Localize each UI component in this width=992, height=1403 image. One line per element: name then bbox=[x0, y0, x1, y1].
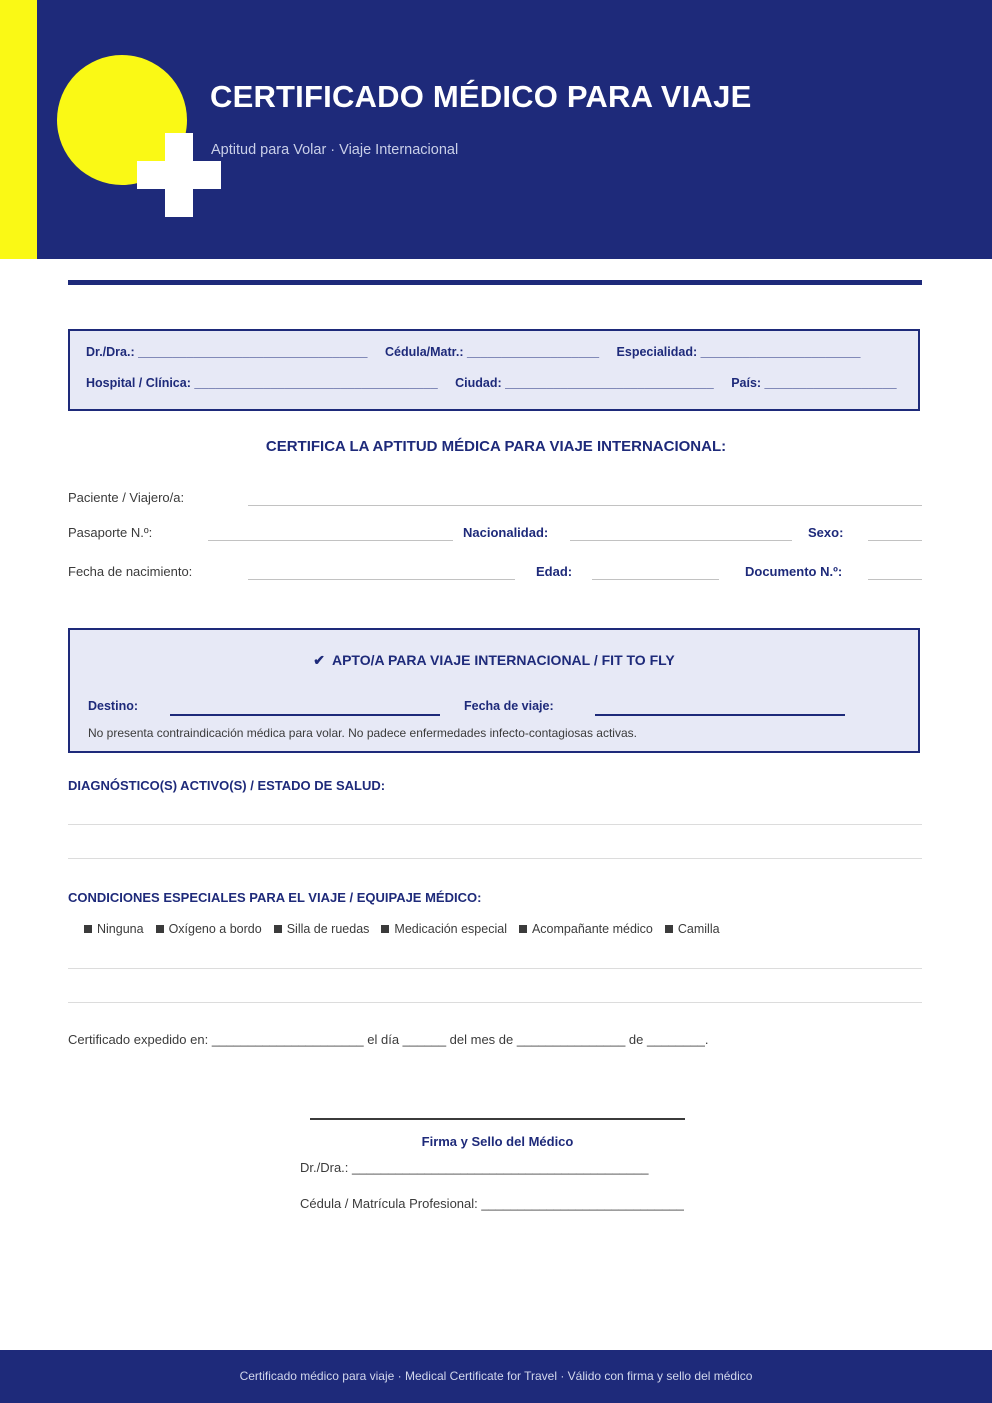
hospital-field[interactable]: Hospital / Clínica: ___________________________________ bbox=[86, 376, 438, 390]
diagnosis-line-2[interactable] bbox=[68, 858, 922, 859]
condition-option-oxigeno[interactable] bbox=[156, 922, 262, 936]
condition-option-camilla[interactable] bbox=[665, 922, 720, 936]
conditions-line-2[interactable] bbox=[68, 1002, 922, 1003]
checkbox-icon[interactable] bbox=[381, 925, 389, 933]
nationality-label: Nacionalidad: bbox=[463, 525, 549, 540]
signature-doctor-field[interactable]: Dr./Dra.: _________________________________________ bbox=[300, 1160, 649, 1175]
conditions-line-1[interactable] bbox=[68, 968, 922, 969]
document-header bbox=[0, 0, 992, 259]
condition-label: Silla de ruedas bbox=[286, 922, 370, 936]
doctor-info-row-2 bbox=[86, 376, 911, 390]
fit-to-fly-title-text: APTO/A PARA VIAJE INTERNACIONAL / FIT TO FLY bbox=[331, 652, 675, 668]
nationality-input[interactable] bbox=[570, 540, 792, 541]
patient-name-input[interactable] bbox=[248, 505, 922, 506]
checkbox-icon[interactable] bbox=[84, 925, 92, 933]
diagnosis-line-1[interactable] bbox=[68, 824, 922, 825]
travel-date-label: Fecha de viaje: bbox=[464, 699, 554, 713]
passport-input[interactable] bbox=[208, 540, 453, 541]
country-field[interactable]: País: ___________________ bbox=[731, 376, 897, 390]
signature-license-field[interactable]: Cédula / Matrícula Profesional: ____________________________ bbox=[300, 1196, 684, 1211]
city-field[interactable]: Ciudad: ______________________________ bbox=[455, 376, 714, 390]
footer-text: Certificado médico para viaje · Medical Certificate for Travel · Válido con firma y sello del médico bbox=[239, 1369, 753, 1383]
document-label: Documento N.º: bbox=[745, 564, 843, 579]
condition-option-ninguna[interactable] bbox=[84, 922, 144, 936]
expedition-line[interactable]: Certificado expedido en: _____________________ el día ______ del mes de _______________ de ________. bbox=[68, 1032, 709, 1047]
signature-line[interactable] bbox=[310, 1118, 685, 1120]
doctor-license-field[interactable]: Cédula/Matr.: ___________________ bbox=[385, 345, 600, 359]
checkbox-icon[interactable] bbox=[665, 925, 673, 933]
accent-divider bbox=[68, 280, 922, 285]
doctor-name-field[interactable]: Dr./Dra.: _________________________________ bbox=[86, 345, 368, 359]
document-input[interactable] bbox=[868, 579, 922, 580]
document-footer bbox=[0, 1350, 992, 1403]
page-subtitle: Aptitud para Volar · Viaje Internacional bbox=[211, 142, 459, 158]
destination-input[interactable] bbox=[170, 714, 440, 716]
condition-label: Camilla bbox=[677, 922, 720, 936]
doctor-specialty-field[interactable]: Especialidad: _______________________ bbox=[616, 345, 861, 359]
patient-name-label: Paciente / Viajero/a: bbox=[68, 490, 185, 505]
birthdate-label: Fecha de nacimiento: bbox=[68, 564, 193, 579]
condition-label: Oxígeno a bordo bbox=[168, 922, 262, 936]
travel-date-input[interactable] bbox=[595, 714, 845, 716]
header-accent-stripe bbox=[0, 0, 37, 259]
condition-option-medicacion[interactable] bbox=[381, 922, 507, 936]
certification-title: CERTIFICA LA APTITUD MÉDICA PARA VIAJE INTERNACIONAL: bbox=[265, 438, 727, 455]
fit-to-fly-title bbox=[70, 652, 918, 669]
checkbox-icon[interactable] bbox=[274, 925, 282, 933]
age-input[interactable] bbox=[592, 579, 719, 580]
condition-label: Ninguna bbox=[97, 922, 144, 936]
fit-to-fly-box bbox=[68, 628, 920, 753]
checkbox-icon[interactable] bbox=[156, 925, 164, 933]
destination-label: Destino: bbox=[88, 699, 138, 713]
conditions-heading: CONDICIONES ESPECIALES PARA EL VIAJE / EQUIPAJE MÉDICO: bbox=[68, 890, 482, 905]
check-icon: ✔ bbox=[313, 652, 325, 668]
condition-option-silla-de-ruedas[interactable] bbox=[274, 922, 370, 936]
passport-label: Pasaporte N.º: bbox=[68, 525, 153, 540]
page-title: CERTIFICADO MÉDICO PARA VIAJE bbox=[210, 79, 752, 114]
doctor-info-row-1 bbox=[86, 345, 874, 359]
signature-caption: Firma y Sello del Médico bbox=[421, 1134, 574, 1149]
age-label: Edad: bbox=[536, 564, 573, 579]
condition-label: Acompañante médico bbox=[531, 922, 653, 936]
medical-cross-icon bbox=[57, 55, 187, 185]
fit-to-fly-note: No presenta contraindicación médica para volar. No padece enfermedades infecto-contagiosas activas. bbox=[88, 726, 637, 740]
condition-option-acompanante[interactable] bbox=[519, 922, 653, 936]
condition-label: Medicación especial bbox=[394, 922, 507, 936]
conditions-options bbox=[84, 922, 732, 936]
cross-horizontal-bar bbox=[137, 161, 221, 189]
sex-input[interactable] bbox=[868, 540, 922, 541]
sex-label: Sexo: bbox=[808, 525, 844, 540]
checkbox-icon[interactable] bbox=[519, 925, 527, 933]
birthdate-input[interactable] bbox=[248, 579, 515, 580]
diagnosis-heading: DIAGNÓSTICO(S) ACTIVO(S) / ESTADO DE SALUD: bbox=[68, 778, 386, 793]
doctor-info-box bbox=[68, 329, 920, 411]
